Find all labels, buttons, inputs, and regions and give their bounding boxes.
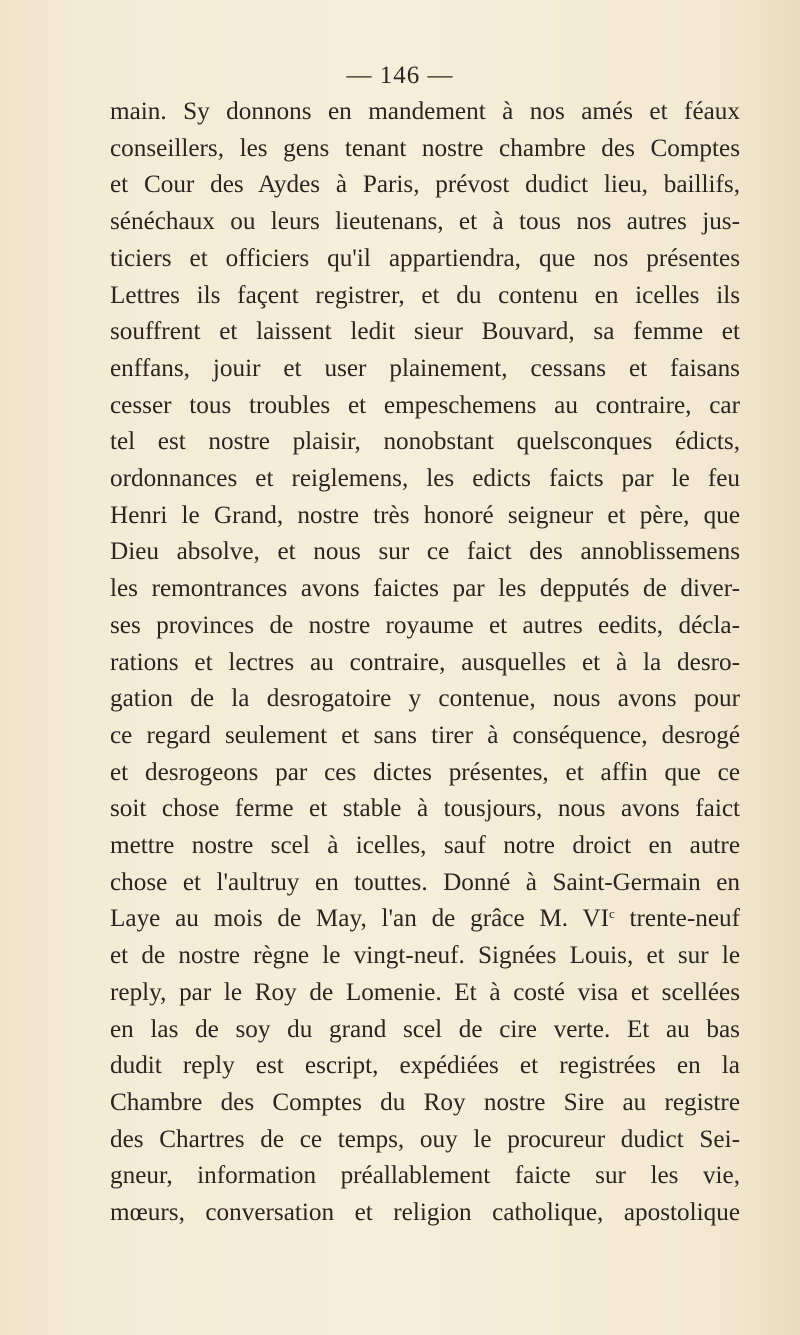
text-line: gation de la desrogatoire y contenue, nous avons pour: [110, 685, 740, 713]
text-line: Lettres ils façent registrer, et du contenu en icelles ils: [110, 281, 740, 309]
text-line: tel est nostre plaisir, nonobstant quelsconques édicts,: [110, 428, 740, 456]
text-line-with-superscript: [110, 901, 740, 938]
text-line: dudit reply est escript, expédiées et registrées en la: [110, 1052, 740, 1080]
text-line: Dieu absolve, et nous sur ce faict des annoblissemens: [110, 538, 740, 566]
text-line: ce regard seulement et sans tirer à conséquence, desrogé: [110, 721, 740, 749]
text-line: ordonnances et reiglemens, les edicts faicts par le feu: [110, 465, 740, 493]
text-line: ses provinces de nostre royaume et autres eedits, décla-: [110, 611, 740, 639]
text-line: soit chose ferme et stable à tousjours, nous avons faict: [110, 795, 740, 823]
text-segment: Laye au mois de May, l'an de grâce M. VI: [110, 905, 609, 933]
text-line: chose et l'aultruy en touttes. Donné à Saint-Germain en: [110, 868, 740, 896]
text-line: et desrogeons par ces dictes présentes, et affin que ce: [110, 758, 740, 786]
text-line: cesser tous troubles et empeschemens au contraire, car: [110, 391, 740, 419]
text-line: ticiers et officiers qu'il appartiendra, que nos présentes: [110, 244, 740, 272]
body-text: [110, 94, 740, 1232]
text-line: enffans, jouir et user plainement, cessans et faisans: [110, 354, 740, 382]
text-line: Chambre des Comptes du Roy nostre Sire au registre: [110, 1088, 740, 1116]
text-line: et de nostre règne le vingt-neuf. Signées Louis, et sur le: [110, 942, 740, 970]
text-line: gneur, information préallablement faicte sur les vie,: [110, 1162, 740, 1190]
text-line: sénéchaux ou leurs lieutenans, et à tous nos autres jus-: [110, 208, 740, 236]
text-line: les remontrances avons faictes par les depputés de diver-: [110, 575, 740, 603]
text-line: conseillers, les gens tenant nostre chambre des Comptes: [110, 134, 740, 162]
text-line: en las de soy du grand scel de cire verte. Et au bas: [110, 1015, 740, 1043]
text-line: rations et lectres au contraire, ausquelles et à la desro-: [110, 648, 740, 676]
text-line: des Chartres de ce temps, ouy le procureur dudict Sei-: [110, 1125, 740, 1153]
text-line: main. Sy donnons en mandement à nos amés et féaux: [110, 98, 740, 125]
superscript: c: [608, 906, 615, 922]
text-line: Henri le Grand, nostre très honoré seigneur et père, que: [110, 501, 740, 529]
text-segment: trente-neuf: [614, 905, 740, 933]
text-line: reply, par le Roy de Lomenie. Et à costé visa et scellées: [110, 978, 740, 1006]
page-number: — 146 —: [346, 62, 454, 89]
text-line: mettre nostre scel à icelles, sauf notre droict en autre: [110, 832, 740, 860]
text-line: et Cour des Aydes à Paris, prévost dudict lieu, baillifs,: [110, 171, 740, 199]
text-line: mœurs, conversation et religion catholique, apostolique: [110, 1199, 740, 1227]
text-line: souffrent et laissent ledit sieur Bouvard, sa femme et: [110, 318, 740, 346]
